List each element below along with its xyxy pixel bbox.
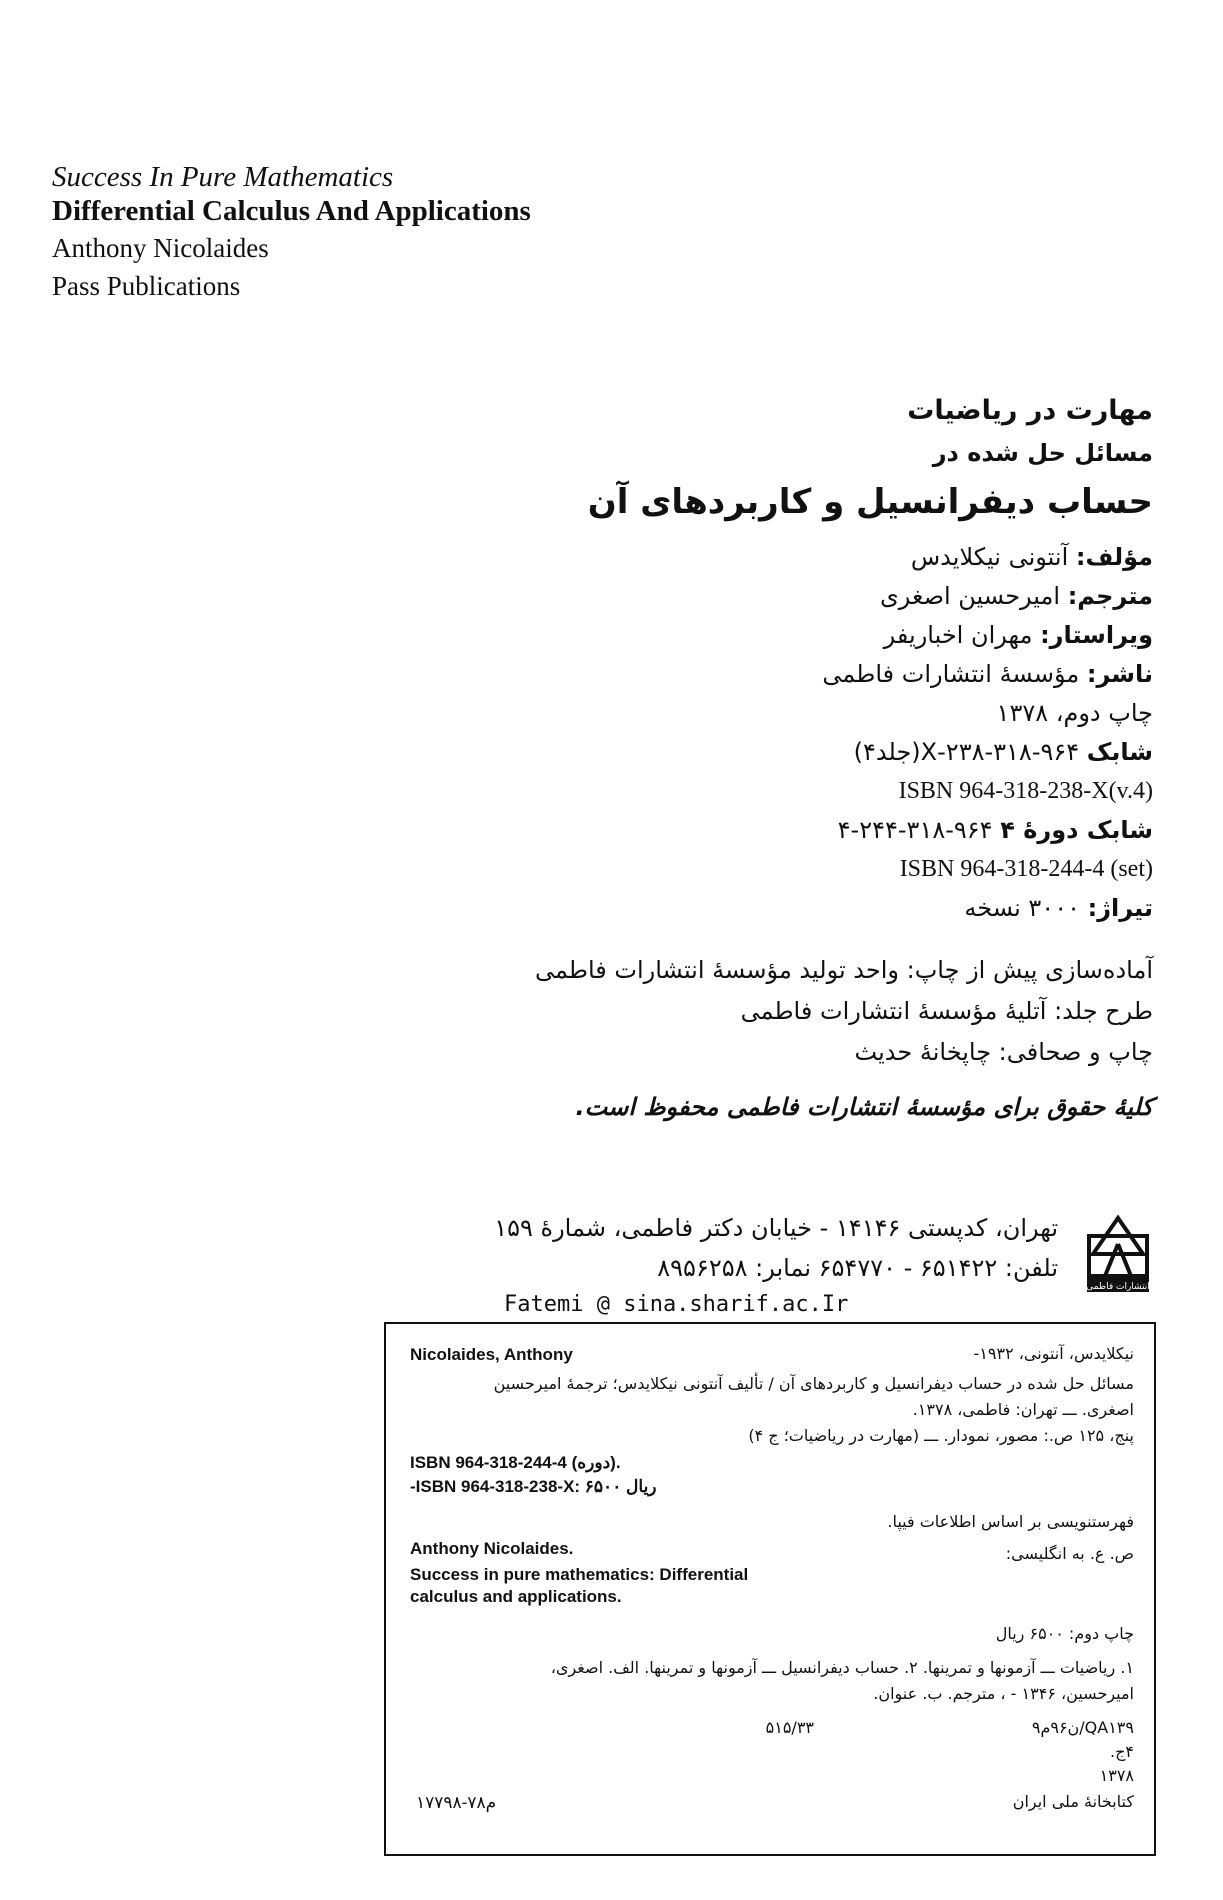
isbn-set-fa-line (433, 811, 1153, 850)
cip-national-library: کتابخانهٔ ملی ایران (1012, 1792, 1134, 1811)
english-publisher: Pass Publications (52, 271, 241, 301)
persian-title: حساب دیفرانسیل و کاربردهای آن (587, 482, 1153, 522)
isbn-fa-label: شابک (1086, 738, 1153, 766)
cip-title-fa: مسائل حل شده در حساب دیفرانسیل و کاربردهای آن / تألیف آنتونی نیکلایدس؛ ترجمهٔ امیرحسین (493, 1374, 1134, 1393)
author-line (433, 538, 1153, 577)
publisher-logo-icon (1083, 1214, 1153, 1294)
translator-name: امیرحسین اصغری (880, 582, 1061, 610)
cip-isbn-set: ISBN 964-318-244-4 (دوره). (410, 1453, 621, 1472)
isbn-set-fa-label: شابک دورهٔ ۴ (1000, 816, 1153, 844)
cip-english-title-label: ص. ع. به انگلیسی: (1005, 1544, 1134, 1563)
cip-lc-1: QA۱۳۹/ن۹۶م۹ (1031, 1718, 1134, 1737)
address-line-1: تهران، کدپستی ۱۴۱۴۶ - خیابان دکتر فاطمی، شمارهٔ ۱۵۹ (494, 1214, 1058, 1242)
persian-series: مهارت در ریاضیات (907, 395, 1153, 426)
address-lines (398, 1208, 1058, 1288)
editor-name: مهران اخباریفر (883, 621, 1033, 649)
print-run-label: تیراژ: (1087, 894, 1153, 922)
print-run-line (433, 889, 1153, 928)
email-address: Fatemi @ sina.sharif.ac.Ir (504, 1292, 849, 1317)
cip-en-title: Success in pure mathematics: Differential (410, 1565, 749, 1584)
editor-line (433, 616, 1153, 655)
cip-subjects: ۱. ریاضیات ـــ آزمونها و تمرینها. ۲. حساب دیفرانسیل ـــ آزمونها و تمرینها. الف. اصغری، (550, 1658, 1134, 1677)
cip-lc-3: ۱۳۷۸ (1099, 1766, 1134, 1785)
publisher-name: مؤسسهٔ انتشارات فاطمی (822, 660, 1080, 688)
publisher-line (433, 655, 1153, 694)
cip-fipa-note: فهرستنویسی بر اساس اطلاعات فیپا. (887, 1512, 1134, 1531)
translator-label: مترجم: (1067, 582, 1153, 610)
printing-line: چاپ و صحافی: چاپخانهٔ حدیث (854, 1038, 1153, 1066)
english-series: Success In Pure Mathematics (52, 161, 394, 193)
isbn-en-line: ISBN 964-318-238-X(v.4) (898, 778, 1153, 804)
author-label: مؤلف: (1075, 543, 1153, 571)
isbn-fa-line (433, 733, 1153, 772)
cip-en-title-cont: calculus and applications. (410, 1587, 622, 1606)
cip-author-fa: نیکلایدس، آنتونی، ۱۹۳۲- (973, 1344, 1134, 1363)
cip-author-en: Nicolaides, Anthony (410, 1345, 573, 1364)
cip-en-author: Anthony Nicolaides. (410, 1539, 574, 1558)
cip-second-print: چاپ دوم: ۶۵۰۰ ریال (995, 1624, 1134, 1643)
english-title: Differential Calculus And Applications (52, 195, 531, 227)
cip-title-fa-cont: اصغری. ـــ تهران: فاطمی، ۱۳۷۸. (912, 1400, 1134, 1419)
isbn-set-fa-value: ۹۶۴-۳۱۸-۲۴۴-۴ (837, 816, 993, 844)
isbn-set-en-line: ISBN 964-318-244-4 (set) (899, 856, 1153, 882)
prepress-line: آماده‌سازی پیش از چاپ: واحد تولید مؤسسهٔ انتشارات فاطمی (534, 956, 1153, 984)
cip-record-number: م۷۸-۱۷۷۹۸ (416, 1793, 497, 1812)
author-name: آنتونی نیکلایدس (910, 543, 1069, 571)
cataloguing-in-publication-box (384, 1322, 1156, 1856)
isbn-fa-value: ۹۶۴-۳۱۸-۲۳۸-X(جلد۴) (853, 738, 1080, 766)
address-line-2: تلفن: ۶۵۱۴۲۲ - ۶۵۴۷۷۰ نمابر: ۸۹۵۶۲۵۸ (657, 1254, 1058, 1282)
translator-line (433, 577, 1153, 616)
cip-subjects-cont: امیرحسین، ۱۳۴۶ - ، مترجم. ب. عنوان. (873, 1684, 1134, 1703)
cip-isbn-vol: -ISBN 964-318-238-X: ۶۵۰۰ ریال (410, 1477, 657, 1496)
cover-design-line: طرح جلد: آتلیهٔ مؤسسهٔ انتشارات فاطمی (740, 997, 1153, 1025)
logo-caption: انتشارات فاطمی (1086, 1282, 1150, 1292)
print-run-value: ۳۰۰۰ نسخه (964, 894, 1080, 922)
cip-lc-2: ۴ج. (1109, 1742, 1134, 1761)
cip-physical: پنج، ۱۲۵ ص.: مصور، نمودار. ـــ (مهارت در ریاضیات؛ ج ۴) (748, 1426, 1134, 1445)
publisher-label: ناشر: (1086, 660, 1153, 688)
editor-label: ویراستار: (1040, 621, 1153, 649)
edition-line: چاپ دوم، ۱۳۷۸ (996, 699, 1153, 727)
copyright-notice: کلیهٔ حقوق برای مؤسسهٔ انتشارات فاطمی محفوظ است. (575, 1093, 1153, 1121)
persian-subtitle: مسائل حل شده در (932, 439, 1153, 467)
english-author: Anthony Nicolaides (52, 233, 269, 263)
english-title-block (52, 160, 531, 304)
persian-title-block (433, 390, 1153, 1129)
cip-dewey: ۵۱۵/۳۳ (765, 1718, 814, 1737)
